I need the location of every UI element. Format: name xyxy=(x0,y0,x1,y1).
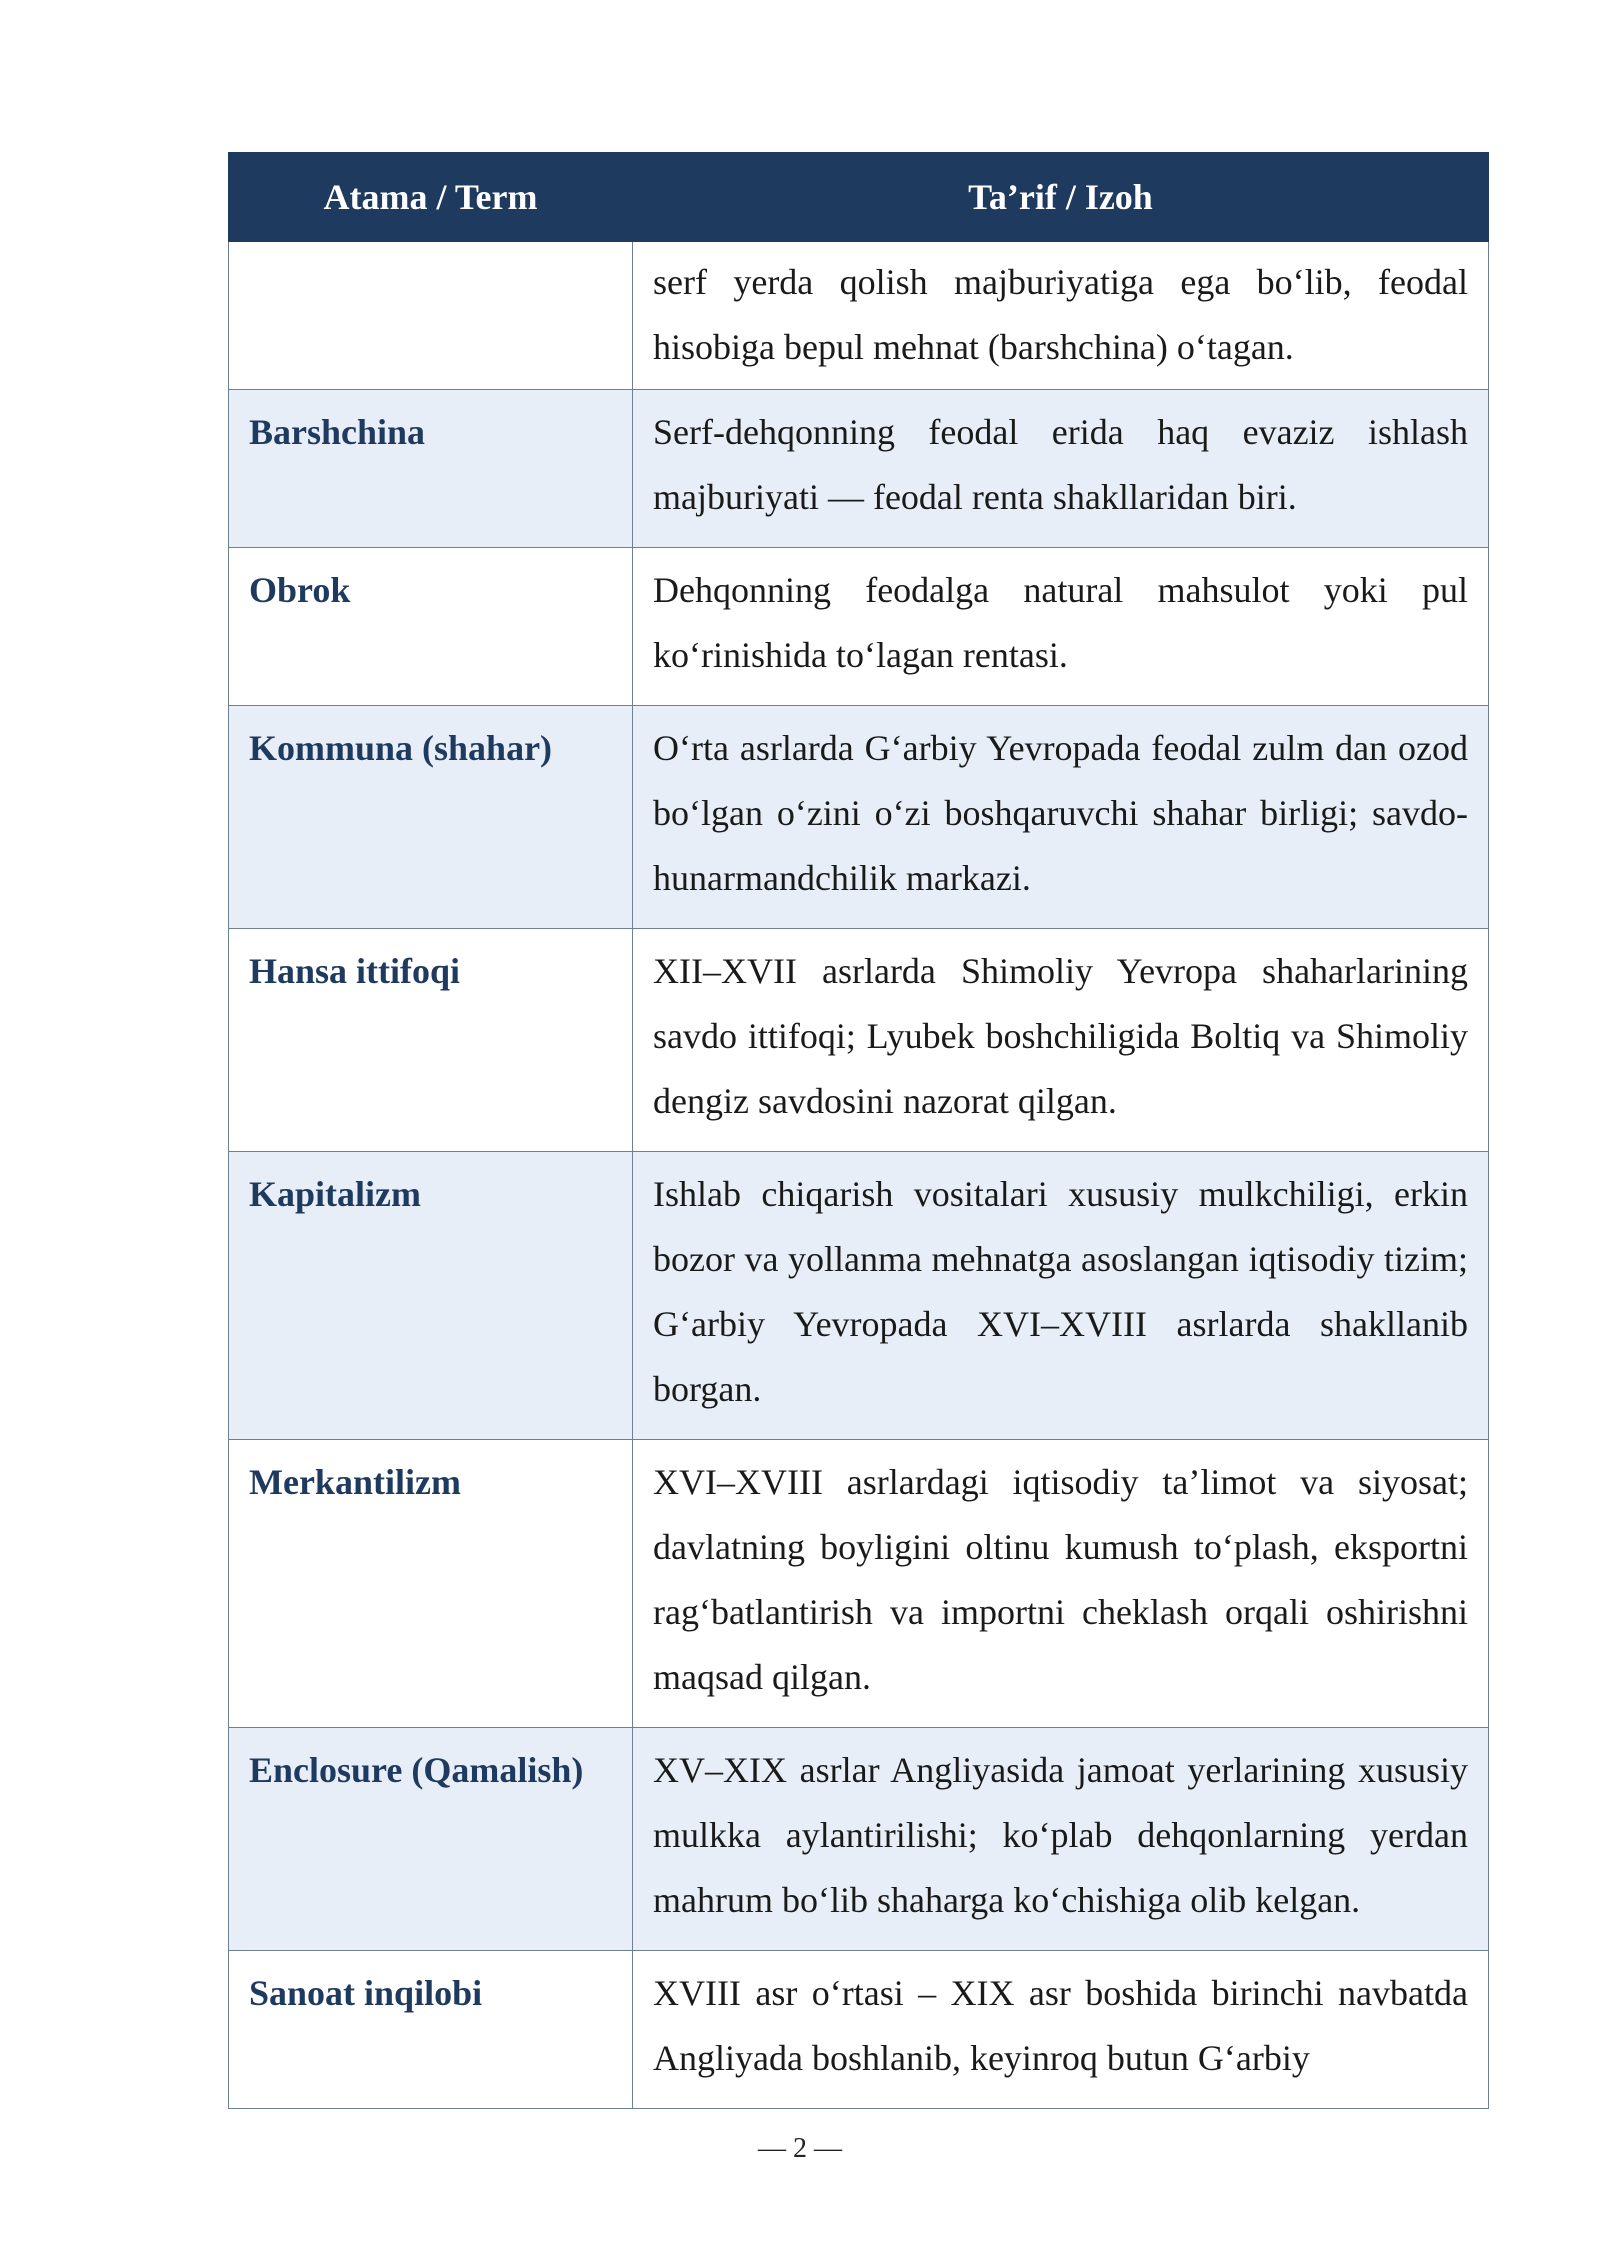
table-row xyxy=(229,1951,1489,2109)
definition-cell: serf yerda qolish majburiyatiga ega bo‘lib, feodal hisobiga bepul mehnat (barshchina) o‘tagan. xyxy=(633,242,1489,390)
definition-cell: Dehqonning feodalga natural mahsulot yoki pul ko‘rinishida to‘lagan rentasi. xyxy=(633,548,1489,706)
definition-cell: XVI–XVIII asrlardagi iqtisodiy ta’limot va siyosat; davlatning boyligini oltinu kumush to‘plash, eksportni rag‘batlantirish va importni cheklash orqali oshirishni maqsad qilgan. xyxy=(633,1440,1489,1728)
definition-cell: Ishlab chiqarish vositalari xususiy mulkchiligi, erkin bozor va yollanma mehnatga asoslangan iqtisodiy tizim; G‘arbiy Yevropada XVI–XVIII asrlarda shakllanib borgan. xyxy=(633,1152,1489,1440)
table-row xyxy=(229,390,1489,548)
table-row xyxy=(229,1440,1489,1728)
glossary-table xyxy=(228,152,1489,2109)
definition-cell: XVIII asr o‘rtasi – XIX asr boshida birinchi navbatda Angliyada boshlanib, keyinroq butun G‘arbiy xyxy=(633,1951,1489,2109)
definition-cell: XV–XIX asrlar Angliyasida jamoat yerlarining xususiy mulkka aylantirilishi; ko‘plab dehqonlarning yerdan mahrum bo‘lib shaharga ko‘chishiga olib kelgan. xyxy=(633,1728,1489,1951)
term-cell: Enclosure (Qamalish) xyxy=(229,1728,633,1951)
page-number: — 2 — xyxy=(758,2133,842,2164)
table-row xyxy=(229,1728,1489,1951)
definition-cell: XII–XVII asrlarda Shimoliy Yevropa shaharlarining savdo ittifoqi; Lyubek boshchiligida Boltiq va Shimoliy dengiz savdosini nazorat qilgan. xyxy=(633,929,1489,1152)
table-row xyxy=(229,242,1489,390)
term-cell: Obrok xyxy=(229,548,633,706)
definition-cell: O‘rta asrlarda G‘arbiy Yevropada feodal zulm dan ozod bo‘lgan o‘zini o‘zi boshqaruvchi shahar birligi; savdo-hunarmandchilik markazi. xyxy=(633,706,1489,929)
table-row xyxy=(229,706,1489,929)
term-cell: Kapitalizm xyxy=(229,1152,633,1440)
table-row xyxy=(229,929,1489,1152)
header-definition: Ta’rif / Izoh xyxy=(633,153,1489,242)
definition-cell: Serf-dehqonning feodal erida haq evaziz ishlash majburiyati — feodal renta shakllaridan biri. xyxy=(633,390,1489,548)
term-cell: Sanoat inqilobi xyxy=(229,1951,633,2109)
term-cell: Hansa ittifoqi xyxy=(229,929,633,1152)
table-header-row xyxy=(229,153,1489,242)
term-cell: Kommuna (shahar) xyxy=(229,706,633,929)
term-cell: Merkantilizm xyxy=(229,1440,633,1728)
term-cell: Barshchina xyxy=(229,390,633,548)
term-cell xyxy=(229,242,633,390)
table-row xyxy=(229,548,1489,706)
header-term: Atama / Term xyxy=(229,153,633,242)
table-row xyxy=(229,1152,1489,1440)
